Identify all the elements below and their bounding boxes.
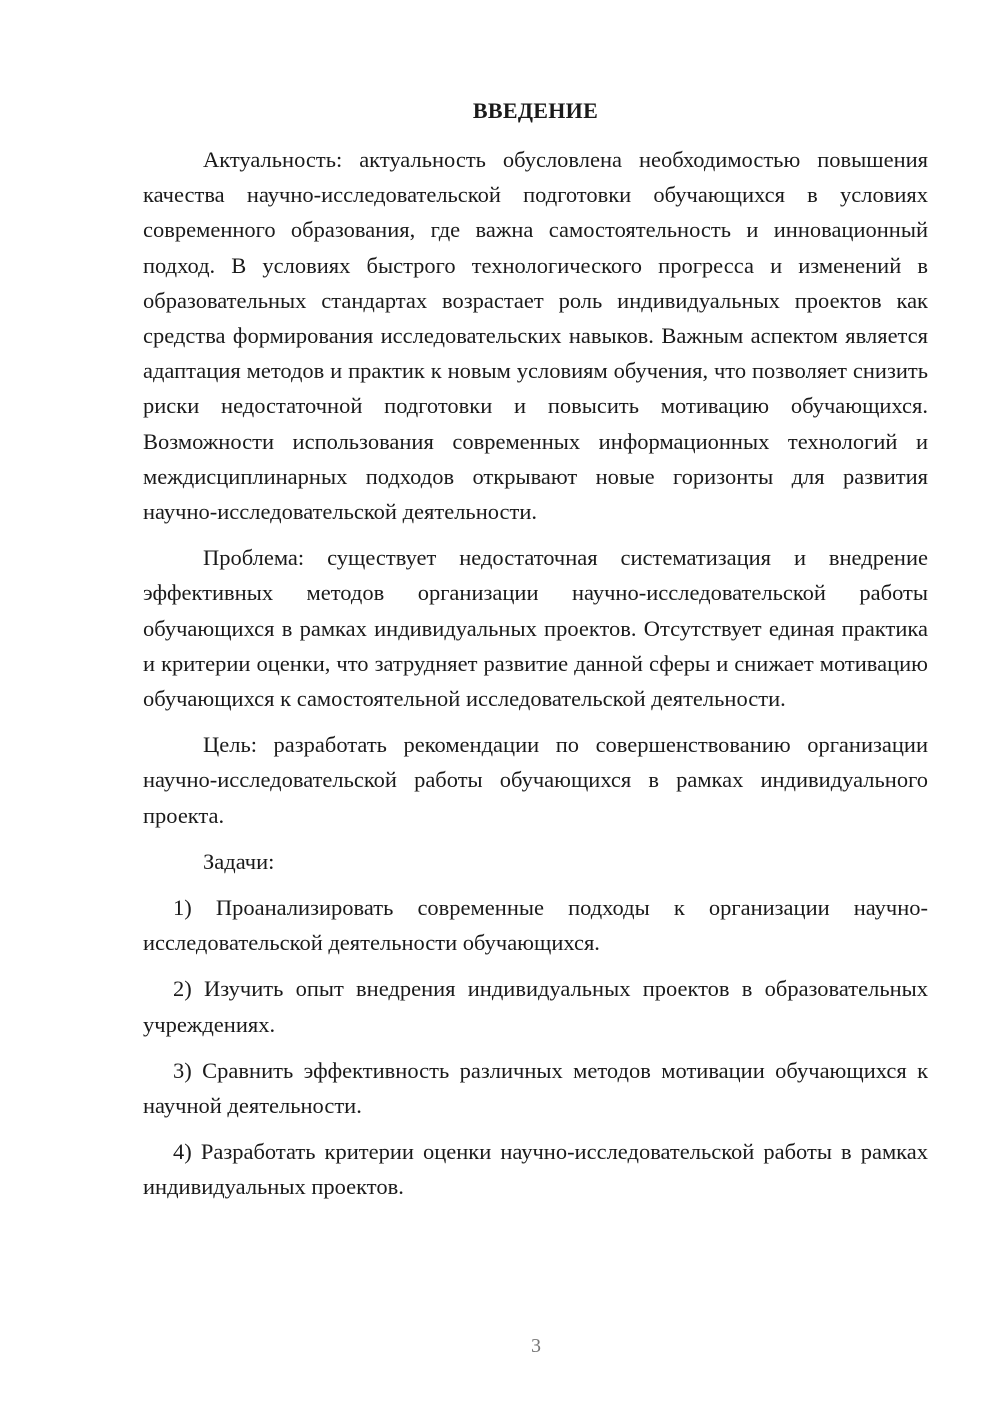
page-number: 3 (531, 1335, 541, 1357)
tasks-label: Задачи: (203, 848, 275, 874)
task-item-3 (143, 1053, 928, 1123)
task-number: 1) (173, 895, 192, 921)
task-text: Сравнить эффективность различных методов мотивации обучающихся к научной деятельности. (143, 1057, 929, 1119)
task-number: 2) (173, 976, 192, 1002)
problem-paragraph: Проблема: существует недостаточная систематизация и внедрение эффективных методов организации научно-исследовательской работы обучающихся в рамках индивидуальных проектов. Отсутствует единая практика и критерии оценки, что затрудняет развитие данной сферы и снижает мотивацию обучающихся к самостоятельной исследовательской деятельности. (143, 545, 928, 712)
task-text: Разработать критерии оценки научно-исследовательской работы в рамках индивидуальных проектов. (143, 1139, 929, 1200)
task-item-2 (143, 971, 928, 1041)
task-item-4 (143, 1134, 928, 1204)
relevance-paragraph: Актуальность: актуальность обусловлена необходимостью повышения качества научно-исследовательской подготовки обучающихся в условиях современного образования, где важна самостоятельность и инновационный подход. В условиях быстрого технологического прогресса и изменений в образовательных стандартах возрастает роль индивидуальных проектов как средства формирования исследовательских навыков. Важным аспектом является адаптация методов и практик к новым условиям обучения, что позволяет снизить риски недостаточной подготовки и повысить мотивацию обучающихся. Возможности использования современных информационных технологий и междисциплинарных подходов открывают новые горизонты для развития научно-исследовательской деятельности. (143, 147, 928, 525)
section-heading: ВВЕДЕНИЕ (472, 98, 599, 123)
task-text: Проанализировать современные подходы к организации научно-исследовательской деятельности обучающихся. (143, 895, 928, 956)
task-number: 3) (173, 1057, 192, 1083)
page-content (143, 96, 928, 1205)
task-number: 4) (173, 1139, 192, 1165)
task-text: Изучить опыт внедрения индивидуальных проектов в образовательных учреждениях. (143, 976, 929, 1037)
goal-paragraph: Цель: разработать рекомендации по совершенствованию организации научно-исследовательской работы обучающихся в рамках индивидуального проекта. (143, 732, 928, 828)
task-item-1 (143, 890, 928, 960)
tasks-list (143, 890, 928, 1205)
